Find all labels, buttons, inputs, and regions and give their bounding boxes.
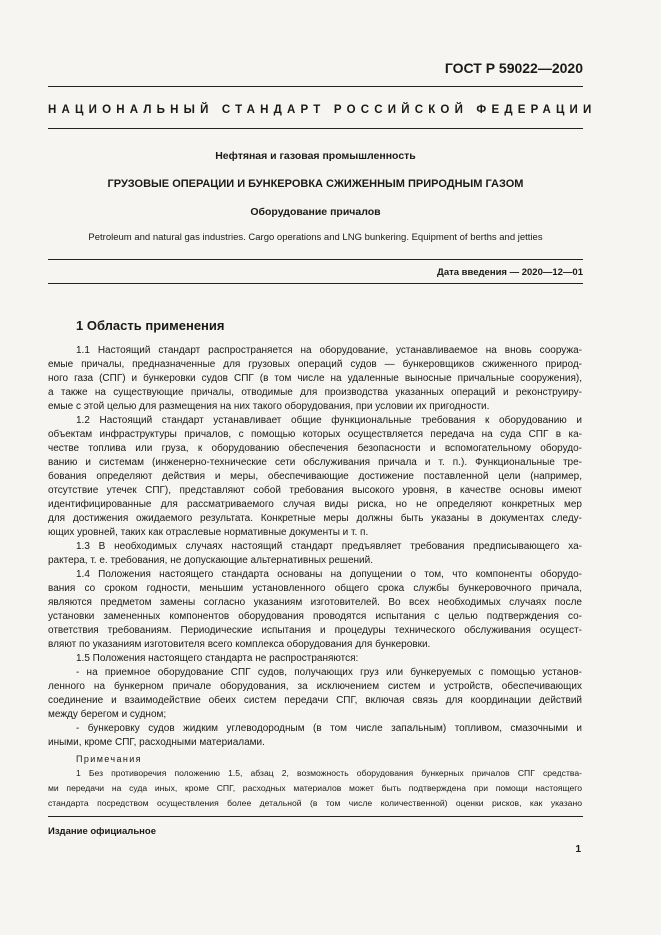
banner-divider — [48, 128, 583, 129]
text-line: идентифицированные для рассматриваемого случая виды риска, но не определяют конкретных мер — [48, 499, 582, 510]
english-title: Petroleum and natural gas industries. Cargo operations and LNG bunkering. Equipment of berths and jetties — [88, 232, 543, 243]
paragraph — [48, 666, 582, 722]
introduction-date: Дата введения — 2020—12—01 — [437, 267, 583, 278]
note-line: стандарта посредством осуществления более детальной (в том числе количественной) оценки рисков, как указано — [48, 798, 582, 808]
text-line: установки замененных компонентов оборудования проводятся испытания с целью подтверждения со- — [48, 611, 582, 622]
text-line: являются предметом замены согласно указаниям изготовителей. Во всех необходимых случаях после — [48, 597, 582, 608]
text-line: - бункеровку судов жидким углеводородным (в том числе запальным) топливом, смазочными и — [76, 723, 582, 734]
text-line: бования определяют действия и меры, обеспечивающие достижение поставленной цели (например, — [48, 471, 582, 482]
text-line: емые с этой целью для размещения на них такого оборудования, при условии их пригодности. — [48, 401, 490, 412]
text-line: - на приемное оборудование СПГ судов, получающих груз или бункеруемых с помощью установ- — [76, 667, 582, 678]
text-line: емые причалы, предназначенные для грузовых операций судов — бункеровщиков сжиженного природ- — [48, 359, 582, 370]
national-standard-banner: НАЦИОНАЛЬНЫЙ СТАНДАРТ РОССИЙСКОЙ ФЕДЕРАЦИИ — [48, 104, 597, 116]
sub-title: Оборудование причалов — [250, 206, 381, 218]
main-title: ГРУЗОВЫЕ ОПЕРАЦИИ И БУНКЕРОВКА СЖИЖЕННЫМ ПРИРОДНЫМ ГАЗОМ — [107, 178, 524, 190]
text-line: вания со сроком годности, меньшим установленного общего срока службы бункеровочного причала, — [48, 583, 582, 594]
text-line: 1.4 Положения настоящего стандарта основаны на допущении о том, что компоненты оборудо- — [76, 569, 582, 580]
footer-divider — [48, 816, 583, 817]
notes-heading: Примечания — [76, 754, 142, 764]
top-divider — [48, 86, 583, 87]
paragraph — [48, 540, 582, 568]
text-line: ного газа (СПГ) и бункеровки судов СПГ (в том числе на удаленные выносные причальные сооружения), — [48, 373, 582, 384]
text-line: ответствия требованиям. Периодические испытания и процедуры технического обслуживания осущест- — [48, 625, 582, 636]
text-line: отсутствие утечек СПГ), представляют собой требования высокого уровня, в качестве основы имеют — [48, 485, 582, 496]
gost-number: ГОСТ Р 59022—2020 — [444, 60, 583, 76]
date-divider-top — [48, 259, 583, 260]
text-line: ванию и системам (инженерно-технические сети обслуживания причала и т. п.). Функциональные тре- — [48, 457, 582, 468]
text-line: между берегом и судном; — [48, 709, 167, 720]
text-line: ющих уровней, таких как отраслевые нормативные документы и т. п. — [48, 527, 369, 538]
document-body — [48, 344, 582, 811]
text-line: ленного на бункерном причале оборудования, за исключением систем и устройств, обеспечивающих — [48, 681, 582, 692]
text-line: 1.3 В необходимых случаях настоящий стандарт предъявляет требования предписывающего ха- — [76, 541, 582, 552]
notes-lines — [48, 766, 582, 811]
industry-title: Нефтяная и газовая промышленность — [215, 150, 416, 162]
text-line: а также на существующие причалы, отводимые для производства указанных операций и реконструиру- — [48, 387, 582, 398]
paragraphs — [48, 344, 582, 750]
text-line: соединение и взаимодействие обеих систем передачи СПГ, включая связь для координации действий — [48, 695, 582, 706]
paragraph — [48, 652, 582, 666]
page-number: 1 — [575, 844, 581, 855]
text-line: 1.2 Настоящий стандарт устанавливает общие функциональные требования к оборудованию и — [76, 415, 582, 426]
official-edition-label: Издание официальное — [48, 826, 156, 837]
text-line: объектам инфраструктуры причалов, с помощью которых осуществляется передача на суда СПГ в ка- — [48, 429, 582, 440]
note-line: ми передачи на суда иных, кроме СПГ, расходных материалов может быть подтверждена при помощи настоящего — [48, 783, 582, 793]
text-line: честве топлива или груза, к оборудованию обеспечения безопасности и вспомогательному оборудо- — [48, 443, 582, 454]
section-title: 1 Область применения — [76, 318, 225, 333]
text-line: рактера, т. е. требования, не допускающие альтернативных решений. — [48, 555, 373, 566]
paragraph — [48, 414, 582, 540]
notes-block — [48, 752, 582, 811]
note-line: 1 Без противоречия положению 1.5, абзац 2, возможность оборудования бункерных причалов СПГ средства- — [76, 768, 582, 778]
text-line: вляют по указаниям изготовителя всего комплекса оборудования для бункеровки. — [48, 639, 431, 650]
text-line: 1.5 Положения настоящего стандарта не распространяются: — [76, 653, 359, 664]
text-line: для достижения ожидаемого результата. Конкретные меры должны быть указаны в документах следу- — [48, 513, 582, 524]
text-line: 1.1 Настоящий стандарт распространяется на оборудование, устанавливаемое на вновь сооружа- — [76, 345, 582, 356]
text-line: иными, кроме СПГ, расходными материалами. — [48, 737, 265, 748]
paragraph — [48, 722, 582, 750]
paragraph — [48, 344, 582, 414]
date-divider-bottom — [48, 283, 583, 284]
paragraph — [48, 568, 582, 652]
